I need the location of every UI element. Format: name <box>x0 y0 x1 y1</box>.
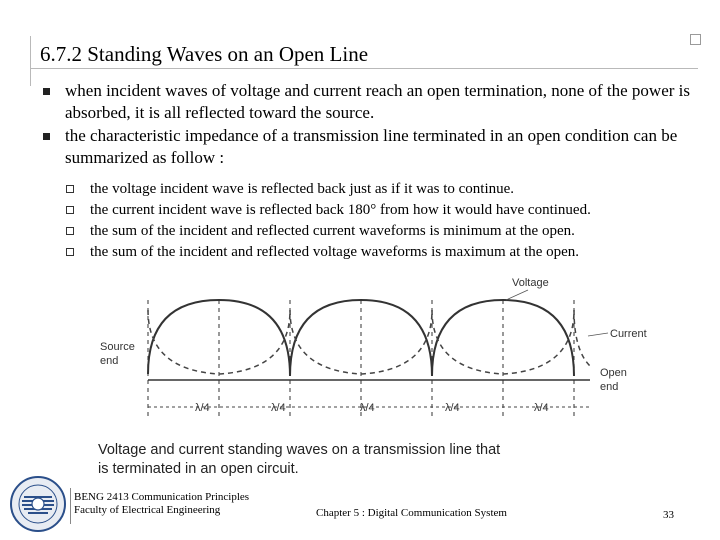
figure-caption <box>98 441 500 479</box>
current-arc <box>219 310 290 374</box>
sub-bullet-item <box>65 242 705 263</box>
quarter-wave-label: λ/4 <box>271 402 286 414</box>
hollow-square-bullet-icon <box>66 227 74 235</box>
current-label-leader <box>588 333 608 336</box>
quarter-wave-label: λ/4 <box>360 402 375 414</box>
sub-bullet-item <box>65 221 705 242</box>
university-seal-logo <box>8 474 68 534</box>
footer-chapter: Chapter 5 : Digital Communication System <box>316 507 507 519</box>
source-end-label: Source <box>100 341 135 353</box>
caption-line: is terminated in an open circuit. <box>98 461 299 477</box>
sub-bullet-text: the sum of the incident and reflected voltage waveforms is maximum at the open. <box>90 244 580 260</box>
square-bullet-icon <box>43 88 50 95</box>
quarter-wave-label: λ/4 <box>445 402 460 414</box>
sub-bullet-list <box>65 179 705 263</box>
sub-bullet-item <box>65 200 705 221</box>
open-end-label: Open <box>600 367 627 379</box>
voltage-label: Voltage <box>512 277 549 289</box>
bullet-item <box>40 125 705 263</box>
title-corner-box <box>690 34 701 45</box>
current-label: Current <box>610 328 647 340</box>
bullet-list <box>40 80 705 264</box>
current-arc <box>574 310 590 366</box>
caption-line: Voltage and current standing waves on a transmission line that <box>98 442 501 458</box>
standing-wave-diagram <box>88 270 688 440</box>
sub-bullet-text: the sum of the incident and reflected current waveforms is minimum at the open. <box>90 223 575 239</box>
source-end-label: end <box>100 355 119 367</box>
sub-bullet-text: the current incident wave is reflected back 180° from how it would have continued. <box>90 202 591 218</box>
footer-divider <box>70 488 71 524</box>
sub-bullet-item <box>65 179 705 200</box>
sub-bullet-text: the voltage incident wave is reflected back just as if it was to continue. <box>90 181 515 197</box>
voltage-arc <box>148 300 219 374</box>
bullet-item <box>40 80 705 124</box>
hollow-square-bullet-icon <box>66 185 74 193</box>
title-vertical-rule <box>30 36 31 86</box>
current-arc <box>148 310 219 374</box>
current-wave <box>148 310 590 374</box>
slide-title: 6.7.2 Standing Waves on an Open Line <box>40 42 369 66</box>
open-end-label: end <box>600 381 619 393</box>
footer-faculty: Faculty of Electrical Engineering <box>74 504 221 516</box>
title-horizontal-rule <box>30 68 698 69</box>
voltage-label-leader <box>506 290 528 300</box>
quarter-wave-label: λ/4 <box>195 402 210 414</box>
footer-course: BENG 2413 Communication Principles <box>74 491 250 503</box>
quarter-wave-label: λ/4 <box>534 402 549 414</box>
footer-course-info <box>74 491 249 517</box>
hollow-square-bullet-icon <box>66 206 74 214</box>
square-bullet-icon <box>43 133 50 140</box>
hollow-square-bullet-icon <box>66 248 74 256</box>
bullet-text: when incident waves of voltage and current reach an open termination, none of the power is absorbed, it is all reflected toward the source. <box>65 81 690 122</box>
voltage-arc <box>219 300 290 376</box>
page-number: 33 <box>663 509 674 521</box>
bullet-text: the characteristic impedance of a transmission line terminated in an open condition can be summarized as follow : <box>65 126 678 167</box>
